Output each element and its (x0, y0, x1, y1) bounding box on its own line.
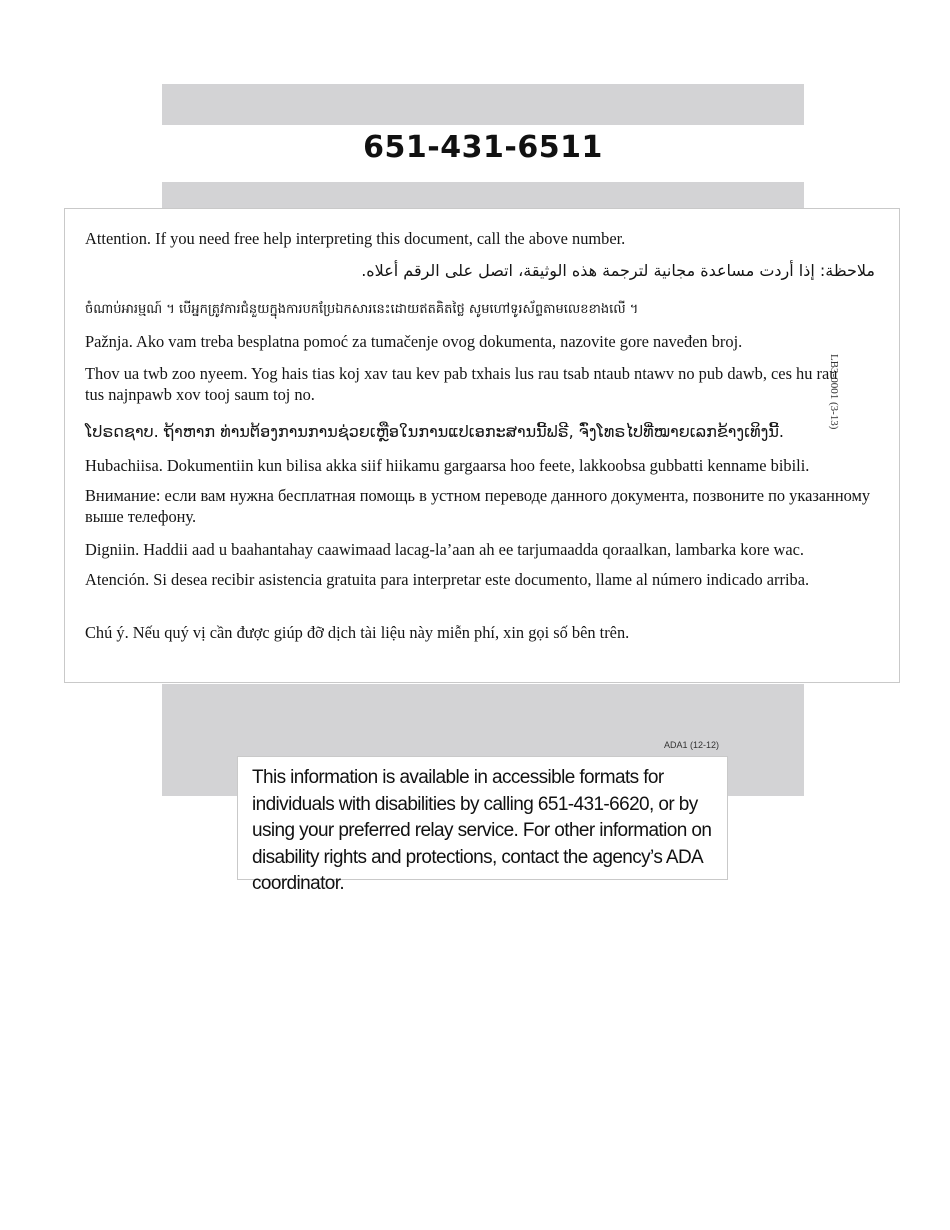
notice-arabic: ملاحظة: إذا أردت مساعدة مجانية لترجمة هذه الوثيقة، اتصل على الرقم أعلاه. (361, 261, 875, 280)
language-notice-box (64, 208, 900, 683)
header-gray-band-lower (162, 182, 804, 210)
notice-somali: Digniin. Haddii aad u baahantahay caawimaad lacag-la’aan ah ee tarjumaadda qoraalkan, lambarka kore wac. (85, 540, 805, 559)
notice-russian: Внимание: если вам нужна бесплатная помощь в устном переводе данного документа, позвоните по указанному выше телефону. (85, 486, 871, 526)
header-gray-band (162, 84, 804, 125)
notice-bosnian: Pažnja. Ako vam treba besplatna pomoć za tumačenje ovog dokumenta, nazovite gore naveđen broj. (85, 332, 743, 351)
ada-form-code: ADA1 (12-12) (664, 740, 720, 750)
notice-english: Attention. If you need free help interpreting this document, call the above number. (85, 229, 626, 248)
form-code-vertical: LB3-0001 (3-13) (828, 354, 840, 430)
notice-lao: ໂປຣດຊາບ. ຖ້າຫາກ ທ່ານຕ້ອງການການຊ່ວຍເຫຼືອໃນການແປເອກະສານນີ້ຟຣີ, ຈົ່ງໂທຣໄປທີ່ໝາຍເລກຂ້າງເທິງນີ້. (85, 422, 784, 441)
notice-hmong: Thov ua twb zoo nyeem. Yog hais tias koj xav tau kev pab txhais lus rau tsab ntaub ntawv no pub dawb, ces hu rau tus najnpawb xov tooj saum toj no. (85, 364, 838, 404)
notice-vietnamese: Chú ý. Nếu quý vị cần được giúp đỡ dịch tài liệu này miễn phí, xin gọi số bên trên. (85, 623, 630, 642)
notice-oromo: Hubachiisa. Dokumentiin kun bilisa akka siif hiikamu gargaarsa hoo feete, lakkoobsa gubbatti kenname bibili. (85, 456, 810, 475)
phone-number: 651-431-6511 (363, 130, 603, 165)
ada-notice-text: This information is available in accessible formats for individuals with disabilities by calling 651-431-6620, or by using your preferred relay service. For other information on disability rights and protections, contact the agency’s ADA coordinator. (252, 767, 712, 894)
ada-notice-box (237, 756, 728, 894)
notice-khmer: ចំណាប់អារម្មណ៍ ។ បើអ្នកត្រូវការជំនួយក្នុងការបកប្រែឯកសារនេះដោយឥតគិតថ្លៃ សូមហៅទូរស័ព្ទតាមលេខខាងលើ ។ (85, 302, 639, 317)
notice-spanish: Atención. Si desea recibir asistencia gratuita para interpretar este documento, llame al número indicado arriba. (85, 570, 810, 589)
